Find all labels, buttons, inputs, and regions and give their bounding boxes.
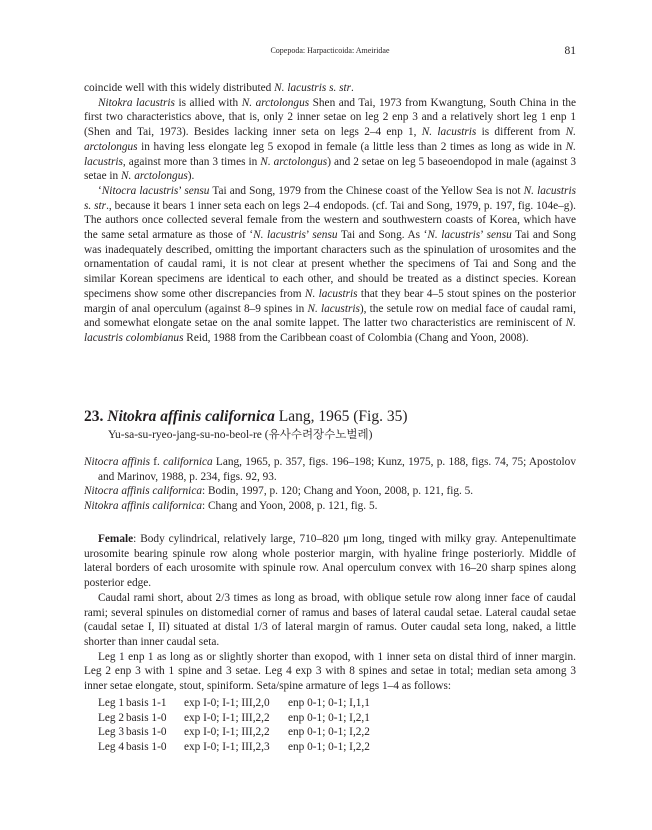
leg-label: Leg 4 [98,741,125,754]
synonymy-entry: Nitocra affinis f. californica Lang, 1965, p. 357, figs. 196–198; Kunz, 1975, p. 188, figs. 74, 75; Apostolov and Marinov, 1988, p. 234, figs. 92, 93. [84,456,576,483]
basis-formula: basis 1-0 [126,741,167,754]
italic-term: N. arctolongus [84,126,576,153]
italic-term: N. lacustris colombianus [84,317,576,344]
exopod-formula: exp I-0; I-1; III,2,2 [184,726,270,739]
leg-armature-table [98,696,370,755]
exopod-formula: exp I-0; I-1; III,2,3 [184,741,270,754]
italic-term: Nitocra affinis californica [84,485,202,498]
exopod-formula: exp I-0; I-1; III,2,2 [184,711,270,724]
leg-label: Leg 1 [98,697,125,709]
page-header [84,44,576,58]
endopod-formula: enp 0-1; 0-1; I,2,2 [288,741,370,754]
italic-term: Nitokra lacustris [98,96,175,109]
italic-term: N. lacustris [304,287,358,300]
leg-row [98,696,370,711]
leg-row [98,725,370,740]
italic-term: N. lacustris [84,140,576,168]
endopod-formula: enp 0-1; 0-1; I,1,1 [288,697,370,709]
species-name: Nitokra affinis californica [107,408,275,425]
italic-term: N. lacustris s. str [274,82,352,94]
italic-term: N. lacustris [253,229,306,242]
synonymy-list [84,455,576,514]
species-title [84,407,576,427]
italic-term: N. arctolongus [241,96,310,109]
italic-term: sensu [184,184,210,197]
italic-term: californica [163,456,213,468]
exopod-formula: exp I-0; I-1; III,2,0 [184,697,270,709]
paragraph-3: ‘Nitocra lacustris’ sensu Tai and Song, 1979 from the Chinese coast of the Yellow Sea is not N. lacustris s. str., because it bears 1 inner seta each on legs 2–4 endopods. (cf. Tai and Song, 1979, p. 197, fig. 104e–g). The authors once collected several female from the western and southwestern coasts of Korea, which have the same setal armature as those of ‘N. lacustris’ sensu Tai and Song. As ‘N. lacustris’ sensu Tai and Song was inadequately described, omitting the important characters such as the spinulation of urosomites and the ornamentation of caudal rami, it is not clear at present whether the specimens of Tai and Song and the similar Korean specimens are identical to each other, and should be treated as a distinct species. Korean specimens show some other discrepancies from N. lacustris that they bear 4–5 stout spines on the posterior margin of anal operculum (against 8–9 spines in N. lacustris), the setule row on medial face of caudal rami, and somewhat elongate setae on the anal somite lappet. The latter two characteristics are reminiscent of N. lacustris colombianus Reid, 1988 from the Caribbean coast of Colombia (Chang and Yoon, 2008). [84,184,576,344]
intro-section [84,81,576,346]
basis-formula: basis 1-0 [126,726,167,739]
leg-row [98,740,370,755]
italic-term: N. arctolongus [260,155,328,168]
synonymy-entry: Nitocra affinis californica: Bodin, 1997, p. 120; Chang and Yoon, 2008, p. 121, fig. 5. [84,485,474,498]
species-authority: Lang, 1965 (Fig. 35) [274,408,408,425]
italic-term: Nitocra lacustris [101,184,179,197]
italic-term: Nitokra affinis californica [84,500,202,513]
italic-term: sensu [312,229,338,242]
leg-row [98,711,370,726]
italic-term: N. lacustris [307,302,360,315]
paragraph-2: Nitokra lacustris is allied with N. arctolongus Shen and Tai, 1973 from Kwangtung, South China in the first two characteristics above, that is, only 2 inner setae on leg 2 enp 3 and a relatively short leg 1 enp 1 (Shen and Tai, 1973). Besides lacking inner seta on legs 2–4 enp 1, N. lacustris is different from N. arctolongus in having less elongate leg 5 exopod in female (a little less than 2 times as long as wide in N. lacustris, against more than 3 times in N. arctolongus) and 2 setae on leg 5 baseoendopod in male (against 3 setae in N. arctolongus). [84,96,577,183]
page-number: 81 [564,45,576,57]
italic-term: N. lacustris [427,229,481,242]
synonymy-entry: Nitokra affinis californica: Chang and Yoon, 2008, p. 121, fig. 5. [84,500,378,513]
italic-term: N. lacustris [421,126,477,139]
caudal-rami-description: Caudal rami short, about 2/3 times as long as broad, with oblique setule row along inner face of caudal rami; several spinules on distomedial corner of ramus and bases of lateral caudal setae. Lateral caudal setae (caudal setae I, II) situated at distal 1/3 of lateral margin of ramus. Outer caudal seta long, naked, a little shorter than inner caudal seta. [84,591,576,648]
italic-term: sensu [486,229,512,242]
basis-formula: basis 1-0 [126,711,167,724]
leg-label: Leg 2 [98,711,125,724]
female-description [84,532,576,591]
endopod-formula: enp 0-1; 0-1; I,2,1 [288,711,370,724]
female-label: Female [98,533,134,545]
endopod-formula: enp 0-1; 0-1; I,2,2 [288,726,370,739]
legs-description: Leg 1 enp 1 as long as or slightly shorter than exopod, with 1 inner seta on distal third of inner margin. Leg 2 enp 3 with 1 spine and 3 setae. Leg 4 exp 3 with 8 spines and setae in total; median seta among 3 inner setae elongate, stout, spiniform. Seta/spine armature of legs 1–4 as follows: [84,650,576,693]
basis-formula: basis 1-1 [126,697,167,709]
leg-label: Leg 3 [98,726,125,739]
italic-term: N. lacustris s. str [84,184,576,212]
running-head: Copepoda: Harpacticoida: Ameiridae [270,46,390,55]
italic-term: N. arctolongus [121,170,188,183]
korean-name: Yu-sa-su-ryeo-jang-su-no-beol-re (유사수려장수노벌레) [108,429,373,441]
species-heading [84,407,576,443]
female-text: : Body cylindrical, relatively large, 710–820 μm long, tinged with milky gray. Antepenultimate urosomite bearing spinule row along whole posterior margin, with hyaline fringe posteriorly. Middle of lateral borders of each urosomite with spinule row. Anal operculum convex with 16–20 sharp spines along posterior edge. [84,533,576,590]
italic-term: Nitocra affinis [84,456,151,468]
section-number: 23. [84,408,104,425]
description-section [84,532,576,694]
paragraph-1: coincide well with this widely distributed N. lacustris s. str. [84,82,354,94]
